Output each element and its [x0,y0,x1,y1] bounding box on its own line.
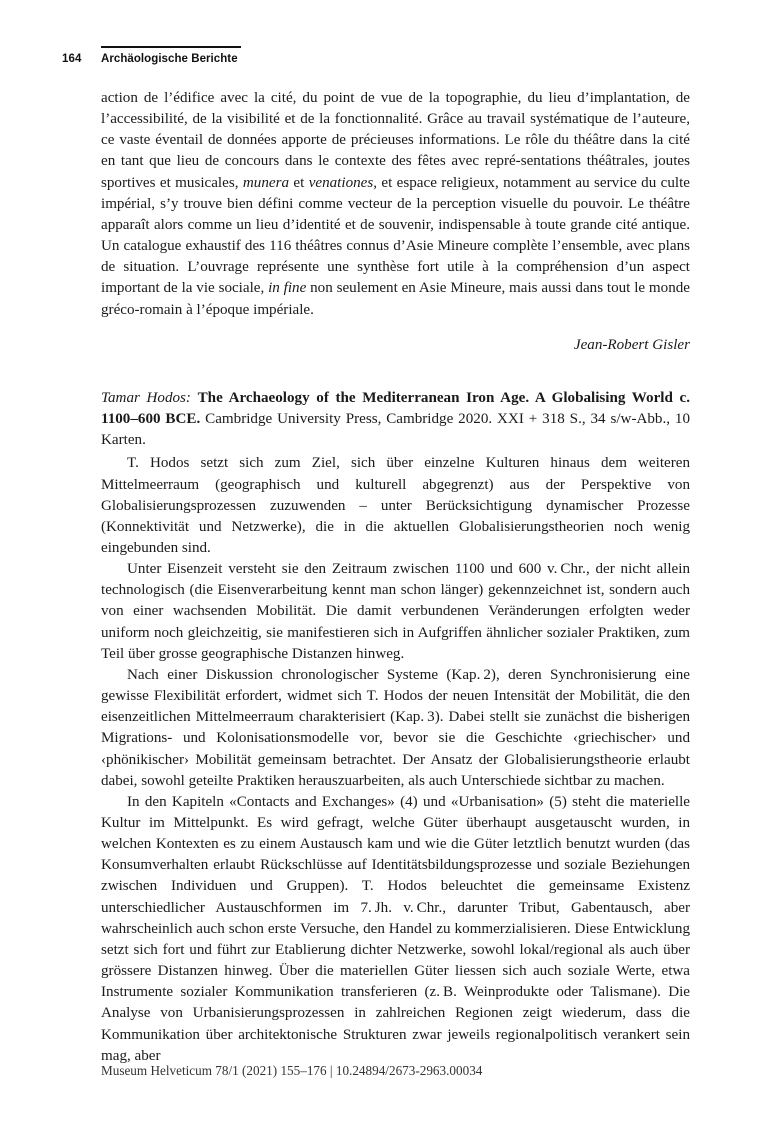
review-book-author: Tamar Hodos: [101,389,191,406]
review-book-title: The Archaeology of the Mediterranean Iron Age. A Globalising World c. 1100–600 BCE. [101,389,690,428]
review-heading [101,356,690,451]
previous-review-text-3: , et espace religieux, notamment au service du culte impérial, s’y trouve bien défini comme vecteur de la perception visuelle du pouvoir. Le théâtre apparaît alors comme un lieu d’identité et de souvenir, indispensable à toute grande cité antique. Un catalogue exhaustif des 116 théâtres connus d’Asie Mineure complète l’ensemble, avec plans de situation. L’ouvrage représente une synthèse fort utile à la compréhension d’un aspect important de la vie sociale, [101,174,690,297]
previous-review-paragraph [101,88,690,321]
latin-term-munera: munera [242,174,289,191]
latin-term-venationes: venationes [308,174,374,191]
text-column [101,88,690,1067]
header-rule [101,46,241,48]
review-paragraph-4: In den Kapiteln «Contacts and Exchanges» (4) und «Urbanisation» (5) steht die materielle Kultur im Mittelpunkt. Es wird gefragt, welche Güter überhaupt ausgetauscht wurden, in welchen Kontexten es zu einem Austausch kam und wie die Güter letztlich benutzt wurden (das Konsumverhalten erlaubt Rückschlüsse auf Identitätsbildungsprozesse und soziale Beziehungen zwischen Individuen und Gruppen). T. Hodos beleuchtet die gemeinsame Existenz unterschiedlicher Austauschformen im 7. Jh. v. Chr., darunter Tribut, Gabentausch, aber wahrscheinlich auch schon erste Versuche, den Handel zu kommerzialisieren. Diese Entwicklung setzt sich fort und führt zur Etablierung dichter Netzwerke, sowohl lokal/regional als auch über grössere Distanzen hinweg. Über die materiellen Güter liessen sich auch soziale Werte, etwa Instrumente sozialer Kommunikation transferieren (z. B. Weinprodukte oder Talismane). Die Analyse von Urbanisierungsprozessen in zahlreichen Regionen zeigt wiederum, dass die Kommunikation über architektonische Strukturen zwar jeweils regionalpolitisch verankert sein mag, aber [101,793,690,1064]
latin-term-in-fine: in fine [268,280,307,297]
footer-citation: Museum Helveticum 78/1 (2021) 155–176 | 10.24894/2673-2963.00034 [101,1063,483,1078]
reviewer-signature: Jean-Robert Gisler [573,336,690,353]
previous-review-text-1: action de l’édifice avec la cité, du point de vue de la topographie, du lieu d’implantation, de l’accessibilité, de la visibilité et de la fonctionnalité. Grâce au travail systématique de l’auteure, ce vaste éventail de données apporte de précieuses informations. Le rôle du théâtre dans la cité en tant que lieu de concours dans le contexte des fêtes avec repré-sentations théâtrales, joutes sportives et musicales, [101,90,690,191]
review-paragraph-1: T. Hodos setzt sich zum Ziel, sich über einzelne Kulturen hinaus dem weiteren Mittelmeerraum (geographisch und kulturell abgegrenzt) aus der Perspektive von Globalisierungsprozessen zuzuwenden – unter Berücksichtigung dynamischer Prozesse (Konnektivität und Netzwerke), die in die aktuellen Globalisierungstheorien noch wenig eingebunden sind. [101,455,690,556]
running-head [62,46,692,72]
previous-review-text-2: et [289,174,309,191]
section-title: Archäologische Berichte [101,53,238,65]
review-book-imprint: Cambridge University Press, Cambridge 2020. XXI + 318 S., 34 s/w-Abb., 10 Karten. [101,411,691,449]
review-paragraph-2: Unter Eisenzeit versteht sie den Zeitraum zwischen 1100 und 600 v. Chr., der nicht allein technologisch (die Eisenverarbeitung kennt man schon länger) gekennzeichnet ist, sondern auch von einer wachsenden Mobilität. Die damit verbundenen Veränderungen erfolgten weder uniform noch gleichzeitig, sie manifestieren sich in Aufgriffen ähnlicher sozialer Praktiken, zum Teil über grosse geographische Distanzen hinweg. [101,561,690,662]
previous-review-text-4: non seulement en Asie Mineure, mais aussi dans tout le monde gréco-romain à l’époque impériale. [101,280,690,318]
page-number: 164 [62,53,82,65]
review-paragraph-3: Nach einer Diskussion chronologischer Systeme (Kap. 2), deren Synchronisierung eine gewisse Flexibilität erfordert, widmet sich T. Hodos der neuen Intensität der Mobilität, die den eisenzeitlichen Mittelmeerraum charakterisiert (Kap. 3). Dabei stellt sie zunächst die bisherigen Migrations- und Kolonisationsmodelle vor, bevor sie die Geschichte ‹griechischer› und ‹phönikischer› Mobilität gemeinsam betrachtet. Der Ansatz der Globalisierungstheorie erlaubt dabei, sowohl geteilte Praktiken herauszuarbeiten, als auch Unterschiede sichtbar zu machen. [101,666,690,789]
